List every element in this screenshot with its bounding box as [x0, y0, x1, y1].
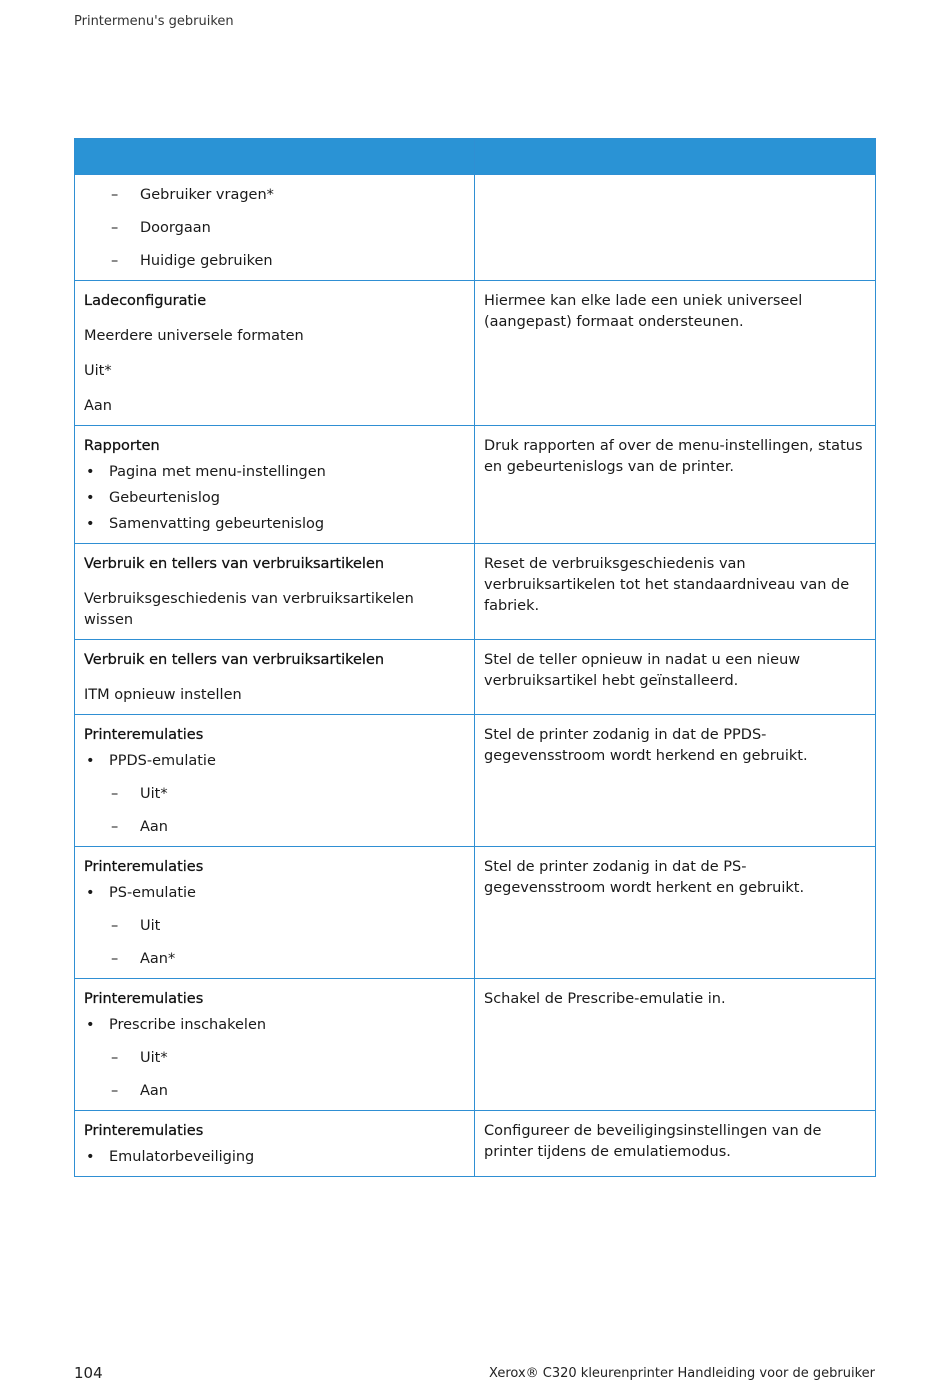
menu-item-cell	[75, 1111, 475, 1177]
menu-item-title: Ladeconfiguratie	[84, 293, 207, 309]
table-row	[75, 715, 876, 847]
menu-item-cell	[75, 426, 475, 544]
bullet-item: • Emulatorbeveiliging	[84, 1147, 465, 1168]
sub-option-item: – Uit*	[84, 1048, 465, 1069]
menu-item-title: Verbruik en tellers van verbruiksartikelen	[84, 652, 385, 668]
menu-item-cell	[75, 847, 475, 979]
table-row	[75, 847, 876, 979]
description-cell: Stel de printer zodanig in dat de PPDS-gegevensstroom wordt herkend en gebruikt.	[475, 715, 876, 847]
menu-item-cell	[75, 281, 475, 426]
table-row	[75, 1111, 876, 1177]
running-header: Printermenu's gebruiken	[74, 14, 234, 29]
sub-option-item: – Huidige gebruiken	[84, 251, 465, 272]
description-cell: Druk rapporten af over de menu-instellingen, status en gebeurtenislogs van de printer.	[475, 426, 876, 544]
sub-option-item: – Doorgaan	[84, 218, 465, 239]
menu-item-title: Verbruik en tellers van verbruiksartikelen	[84, 556, 385, 572]
bullet-item: • Samenvatting gebeurtenislog	[84, 514, 465, 535]
sub-option-item: – Uit*	[84, 784, 465, 805]
description-cell: Stel de printer zodanig in dat de PS-gegevensstroom wordt herkent en gebruikt.	[475, 847, 876, 979]
table-row	[75, 426, 876, 544]
table-row	[75, 544, 876, 640]
sub-option-item: – Uit	[84, 916, 465, 937]
sub-option-item: – Gebruiker vragen*	[84, 185, 465, 206]
header-cell-menu-item	[75, 139, 475, 175]
table-row	[75, 281, 876, 426]
table-row	[75, 175, 876, 281]
page-number: 104	[74, 1364, 103, 1382]
table-row	[75, 640, 876, 715]
sub-option-item: – Aan	[84, 1081, 465, 1102]
table-body	[75, 175, 876, 1177]
description-cell: Hiermee kan elke lade een uniek universeel (aangepast) formaat ondersteunen.	[475, 281, 876, 426]
menu-item-cell	[75, 640, 475, 715]
description-cell: Schakel de Prescribe-emulatie in.	[475, 979, 876, 1111]
menu-item-option: Meerdere universele formaten	[84, 328, 304, 344]
menu-item-option: ITM opnieuw instellen	[84, 687, 242, 703]
description-cell: Configureer de beveiligingsinstellingen van de printer tijdens de emulatiemodus.	[475, 1111, 876, 1177]
bullet-item: • Gebeurtenislog	[84, 488, 465, 509]
description-cell: Reset de verbruiksgeschiedenis van verbruiksartikelen tot het standaardniveau van de fabriek.	[475, 544, 876, 640]
menu-item-title: Printeremulaties	[84, 991, 204, 1007]
footer-document-title: Xerox® C320 kleurenprinter Handleiding voor de gebruiker	[489, 1366, 875, 1381]
sub-option-item: – Aan*	[84, 949, 465, 970]
menu-item-title: Printeremulaties	[84, 1123, 204, 1139]
menu-item-cell	[75, 979, 475, 1111]
menu-item-title: Printeremulaties	[84, 727, 204, 743]
sub-option-item: – Aan	[84, 817, 465, 838]
bullet-item: • PS-emulatie	[84, 883, 465, 904]
table-header-row	[75, 139, 876, 175]
menu-item-cell	[75, 175, 475, 281]
menu-item-title: Printeremulaties	[84, 859, 204, 875]
bullet-item: • Prescribe inschakelen	[84, 1015, 465, 1036]
menu-item-option: Verbruiksgeschiedenis van verbruiksartikelen wissen	[84, 591, 414, 628]
menu-item-cell	[75, 715, 475, 847]
menu-item-cell	[75, 544, 475, 640]
bullet-item: • Pagina met menu-instellingen	[84, 462, 465, 483]
bullet-item: • PPDS-emulatie	[84, 751, 465, 772]
header-cell-description	[475, 139, 876, 175]
menu-item-option: Uit*	[84, 363, 112, 379]
menu-settings-table	[74, 138, 876, 1177]
description-cell: Stel de teller opnieuw in nadat u een nieuw verbruiksartikel hebt geïnstalleerd.	[475, 640, 876, 715]
table-row	[75, 979, 876, 1111]
description-cell	[475, 175, 876, 281]
menu-item-title: Rapporten	[84, 438, 160, 454]
menu-item-option: Aan	[84, 398, 112, 414]
